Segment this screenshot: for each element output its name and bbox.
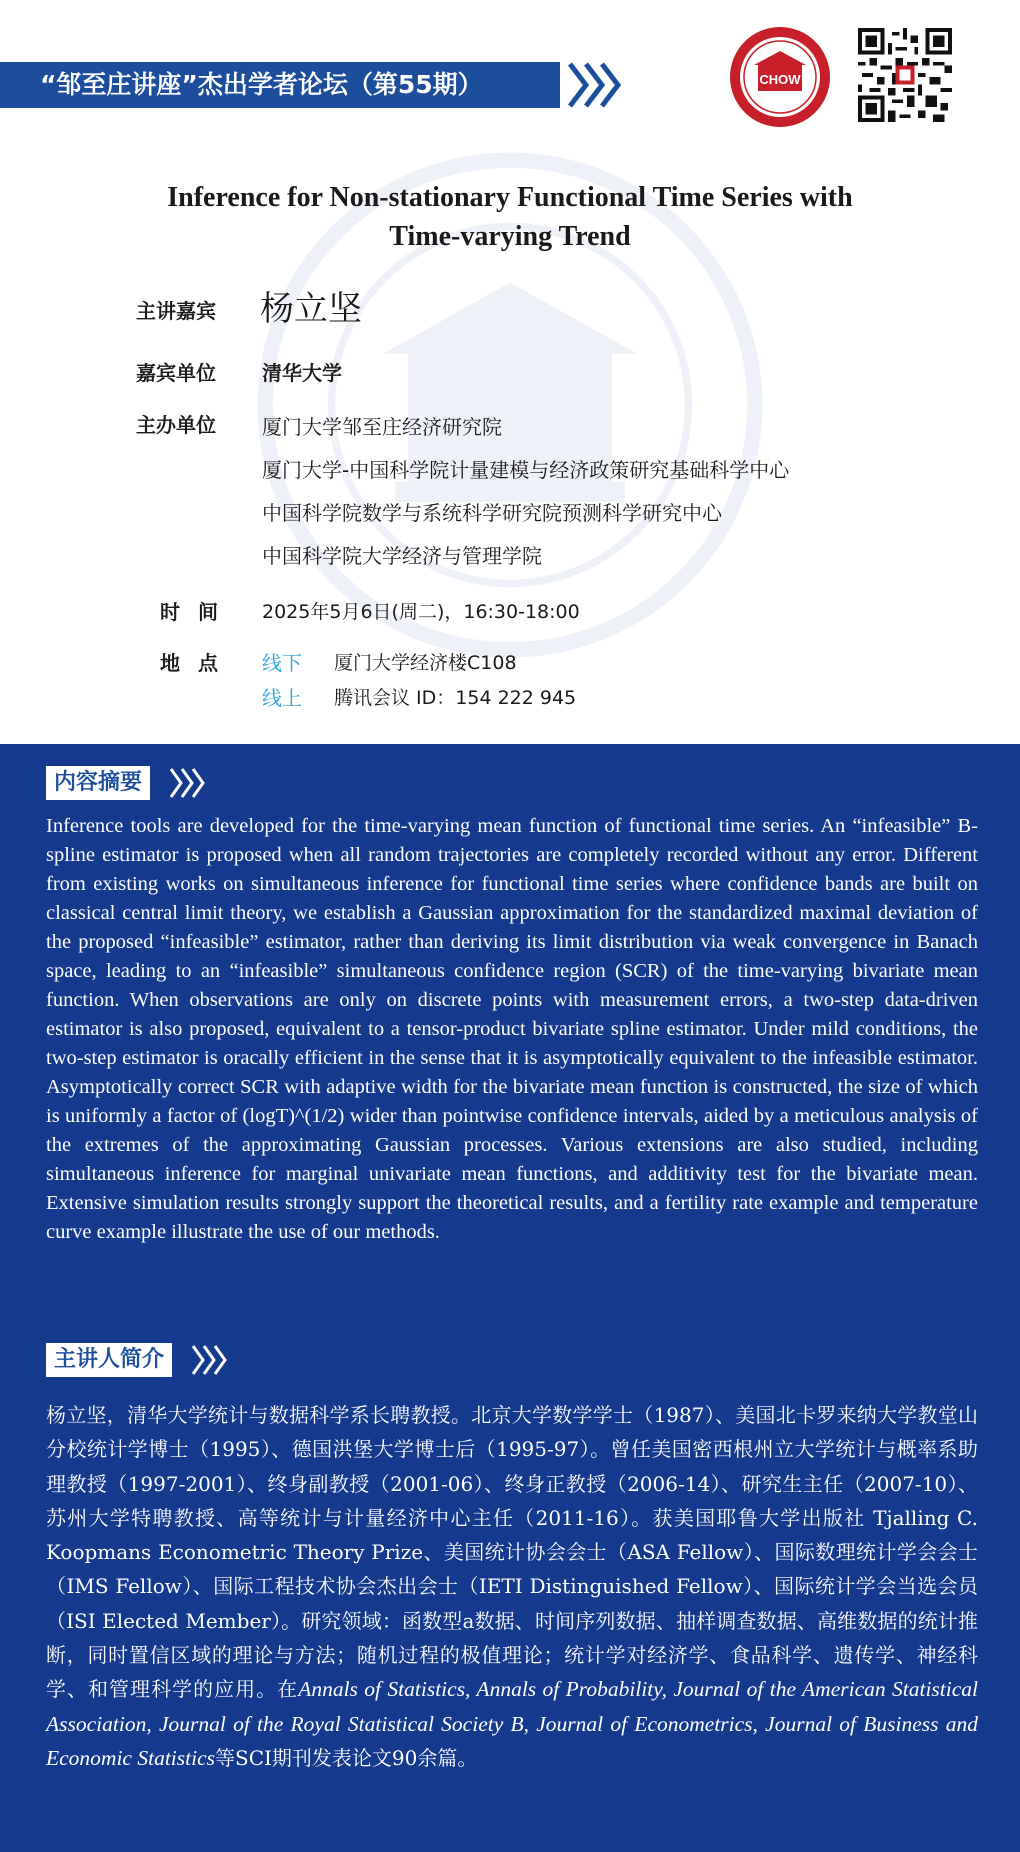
talk-title-line2: Time-varying Trend: [389, 221, 631, 252]
online-meeting-id: 腾讯会议 ID：154 222 945: [334, 687, 577, 709]
speaker-name: 杨立坚: [260, 289, 362, 329]
abstract-heading: 内容摘要: [46, 766, 150, 800]
bio-text-b: 等SCI期刊发表论文90余篇。: [215, 1745, 478, 1770]
qr-code-icon: [858, 28, 952, 122]
bio-journals: Annals of Statistics, Annals of Probability, Journal of the American Statistical Association, Journal of the Royal Statistical Society B, Journal of Econometrics, Journal of Business and Economic Statistics: [46, 1677, 979, 1770]
offline-venue: 厦门大学经济楼C108: [334, 652, 517, 674]
online-tag: 线上: [262, 686, 302, 710]
chevrons-icon: [566, 60, 626, 110]
organizer-1: 厦门大学邹至庄经济研究院: [262, 415, 502, 439]
speaker-label: 主讲嘉宾: [136, 299, 216, 323]
offline-tag: 线下: [262, 651, 302, 675]
organizer-4: 中国科学院大学经济与管理学院: [262, 544, 542, 568]
abstract-chevrons-icon: [168, 766, 208, 800]
talk-title-line1: Inference for Non-stationary Functional Time Series with: [167, 182, 853, 213]
bio-chevrons-icon: [190, 1343, 230, 1377]
time-value: 2025年5月6日(周二)，16:30-18:00: [262, 601, 580, 623]
bio-heading: 主讲人简介: [46, 1343, 172, 1377]
time-label: 时间: [160, 600, 236, 624]
affiliation-value: 清华大学: [262, 361, 342, 385]
header-section: [0, 0, 1020, 744]
institute-logo-icon: [728, 25, 832, 129]
place-label: 地点: [160, 651, 236, 675]
banner-title: “邹至庄讲座”杰出学者论坛（第55期）: [40, 70, 483, 99]
organizer-label: 主办单位: [136, 413, 216, 437]
bio-text: [46, 1398, 978, 1775]
talk-title: [90, 178, 930, 256]
organizer-3: 中国科学院数学与系统科学研究院预测科学研究中心: [262, 501, 722, 525]
affiliation-label: 嘉宾单位: [136, 361, 216, 385]
organizer-2: 厦门大学-中国科学院计量建模与经济政策研究基础科学中心: [262, 458, 790, 482]
abstract-text: Inference tools are developed for the time-varying mean function of functional time series. An “infeasible” B-spline estimator is proposed when all random trajectories are completely recorded without any error. Different from existing works on simultaneous inference for functional time series where confidence bands are built on classical central limit theory, we establish a Gaussian approximation for the standardized maximal deviation of the proposed “infeasible” estimator, rather than deriving its limit distribution via weak convergence in Banach space, leading to an “infeasible” simultaneous confidence region (SCR) of the time-varying bivariate mean function. When observations are only on discrete points with measurement errors, a two-step data-driven estimator is also proposed, equivalent to a tensor-product bivariate spline estimator. Under mild conditions, the two-step estimator is oracally efficient in the sense that it is asymptotically equivalent to the infeasible estimator. Asymptotically correct SCR with adaptive width for the bivariate mean function is constructed, the size of which is uniformly a factor of (logT)^(1/2) wider than pointwise confidence intervals, aided by a meticulous analysis of the extremes of the approximating Gaussian processes. Various extensions are also studied, including simultaneous inference for marginal univariate mean functions, and additivity test for the bivariate mean. Extensive simulation results strongly support the theoretical results, and a fertility rate example and temperature curve example illustrate the use of our methods.: [46, 815, 978, 1243]
logo-text: CHOW: [759, 72, 801, 87]
bio-text-a: 杨立坚，清华大学统计与数据科学系长聘教授。北京大学数学学士（1987）、美国北卡罗来纳大学教堂山分校统计学博士（1995）、德国洪堡大学博士后（1995-97）。曾任美国密西根州立大学统计与概率系助理教授（1997-2001）、终身副教授（2001-06）、终身正教授（2006-14）、研究生主任（2007-10）、苏州大学特聘教授、高等统计与计量经济中心主任（2011-16）。获美国耶鲁大学出版社 Tjalling C. Koopmans Econometric Theory Prize、美国统计协会会士（ASA Fellow）、国际数理统计学会会士（IMS Fellow）、国际工程技术协会杰出会士（IETI Distinguished Fellow）、国际统计学会当选会员（ISI Elected Member）。研究领域：函数型a数据、时间序列数据、抽样调查数据、高维数据的统计推断，同时置信区域的理论与方法；随机过程的极值理论；统计学对经济学、食品科学、遗传学、神经科学、和管理科学的应用。在: [46, 1403, 978, 1702]
content-panel: [0, 744, 1020, 1852]
